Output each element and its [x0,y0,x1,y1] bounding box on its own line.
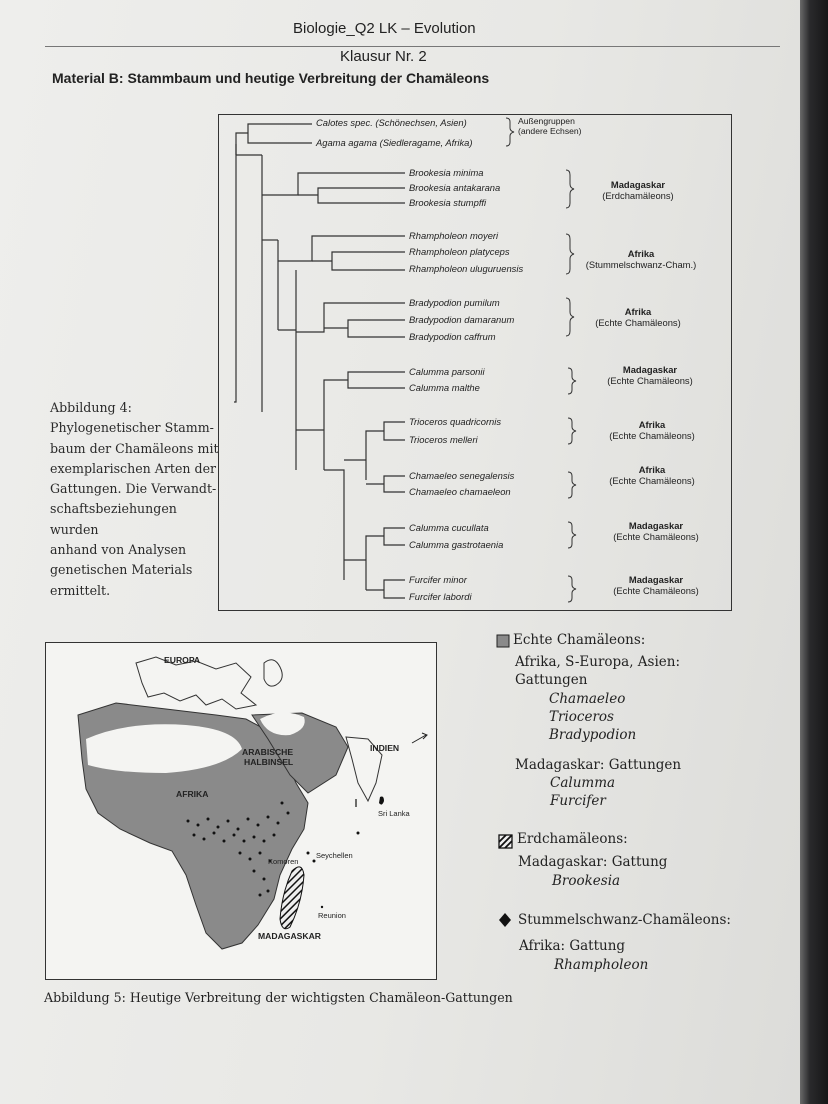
genus-name: Chamaeleo [549,691,626,707]
genus-name: Brookesia [552,873,621,889]
map-label-komoren: Komoren [268,857,299,866]
species-label: Bradypodion caffrum [409,331,496,342]
map-label-afrika: AFRIKA [176,789,209,799]
caption-line: exemplarischen Arten der [50,460,217,476]
species-label: Calotes spec. (Schönechsen, Asien) [316,117,467,128]
species-label: Bradypodion damaranum [409,314,515,325]
caption-line: Abbildung 4: [50,400,132,415]
region-name: Afrika [638,419,666,430]
caption-line: anhand von Analysen [50,542,187,558]
legend-genus [550,775,615,791]
region-name: Madagaskar [628,574,684,585]
region-label [600,364,700,386]
species-label: Trioceros quadricornis [409,416,502,427]
region-sub: (Echte Chamäleons) [609,430,695,441]
map-label-halbinsel: HALBINSEL [244,757,294,767]
genus-name: Bradypodion [549,727,637,743]
region-name: Madagaskar [622,364,678,375]
species-label: Bradypodion pumilum [409,297,500,308]
caption-line: genetischen Materials [50,562,193,578]
legend-echte-title: Echte Chamäleons: [513,632,646,648]
legend-symbol-grey-box [496,634,510,648]
region-sub: (Echte Chamäleons) [609,475,695,486]
species-label: Calumma cucullata [409,522,489,533]
genus-name: Furcifer [550,793,606,809]
legend-genus [550,793,606,809]
region-label [518,116,582,136]
caption-line: Gattungen. Die Verwandt- [50,481,217,497]
species-label: Rhampholeon platyceps [409,246,510,257]
species-label: Brookesia antakarana [409,182,501,193]
region-sub: (Echte Chamäleons) [595,317,681,328]
region-label [604,574,708,596]
madagascar-shape [280,867,304,929]
region-label [588,306,688,328]
legend-stummel-region: Afrika: Gattung [519,938,626,954]
caption-line: baum der Chamäleons mit [50,440,219,456]
region-sub: (Stummelschwanz-Cham.) [585,259,697,270]
caption-line: schaftsbeziehungen wurden [50,501,177,537]
material-title: Material B: Stammbaum und heutige Verbreitung der Chamäleons [52,70,490,86]
legend-echte-gattungen: Gattungen [515,672,588,688]
caption-line: Phylogenetischer Stamm- [50,420,214,436]
region-sub: (Echte Chamäleons) [613,585,699,596]
genus-name: Calumma [550,775,616,791]
distribution-map [45,642,437,980]
legend-genus [552,873,620,889]
region-name: Madagaskar [610,179,666,190]
map-label-arabische: ARABISCHE [242,747,294,757]
legend-echte-region1: Afrika, S-Europa, Asien: [515,654,681,670]
region-sub: (andere Echsen) [518,126,582,136]
species-label: Rhampholeon moyeri [409,230,499,241]
species-label: Chamaeleo chamaeleon [409,486,511,497]
region-name: Afrika [624,306,652,317]
caption-line: ermittelt. [50,582,111,598]
species-label: Calumma parsonii [409,366,485,377]
legend-symbol-hatched-box [498,834,514,850]
exam-title: Klausur Nr. 2 [340,48,427,65]
region-label [576,248,706,270]
species-label: Calumma gastrotaenia [409,539,504,550]
map-label-europa: EUROPA [164,655,201,665]
legend-stummel-title: Stummelschwanz-Chamäleons: [518,912,731,928]
species-label: Trioceros melleri [409,434,478,445]
map-label-reunion: Reunion [318,911,346,920]
species-label: Furcifer labordi [409,591,472,602]
genus-name: Rhampholeon [554,957,649,973]
species-label: Furcifer minor [409,574,467,585]
map-label-srilanka: Sri Lanka [378,809,410,818]
region-name: Madagaskar [628,520,684,531]
region-label [602,419,702,441]
legend-genus [549,709,614,725]
region-name: Afrika [627,248,655,259]
legend-echte-region2: Madagaskar: Gattungen [515,757,682,773]
region-sub: (Echte Chamäleons) [613,531,699,542]
region-sub: (Erdchamäleons) [602,190,674,201]
species-label: Brookesia stumpffi [409,197,487,208]
course-title: Biologie_Q2 LK – Evolution [293,20,476,37]
region-name: Afrika [638,464,666,475]
region-sub: (Echte Chamäleons) [607,375,693,386]
region-label [604,520,708,542]
region-label [602,464,702,486]
region-label [592,179,684,201]
legend-erd-region: Madagaskar: Gattung [518,854,668,870]
legend-erd-title: Erdchamäleons: [517,831,628,847]
species-label: Brookesia minima [409,167,484,178]
legend-genus [549,727,636,743]
species-label: Rhampholeon uluguruensis [409,263,524,274]
species-label: Calumma malthe [409,382,480,393]
genus-name: Trioceros [549,709,614,725]
legend-genus [549,691,625,707]
map-label-seychellen: Seychellen [316,851,353,860]
region-name: Außengruppen [518,116,575,126]
legend-genus [554,957,648,973]
species-label: Agama agama (Siedleragame, Afrika) [316,137,473,148]
species-label: Chamaeleo senegalensis [409,470,515,481]
figure5-caption: Abbildung 5: Heutige Verbreitung der wichtigsten Chamäleon-Gattungen [44,990,513,1005]
legend-symbol-diamond [499,913,511,927]
map-label-madagaskar: MADAGASKAR [258,931,322,941]
map-label-indien: INDIEN [370,743,400,753]
